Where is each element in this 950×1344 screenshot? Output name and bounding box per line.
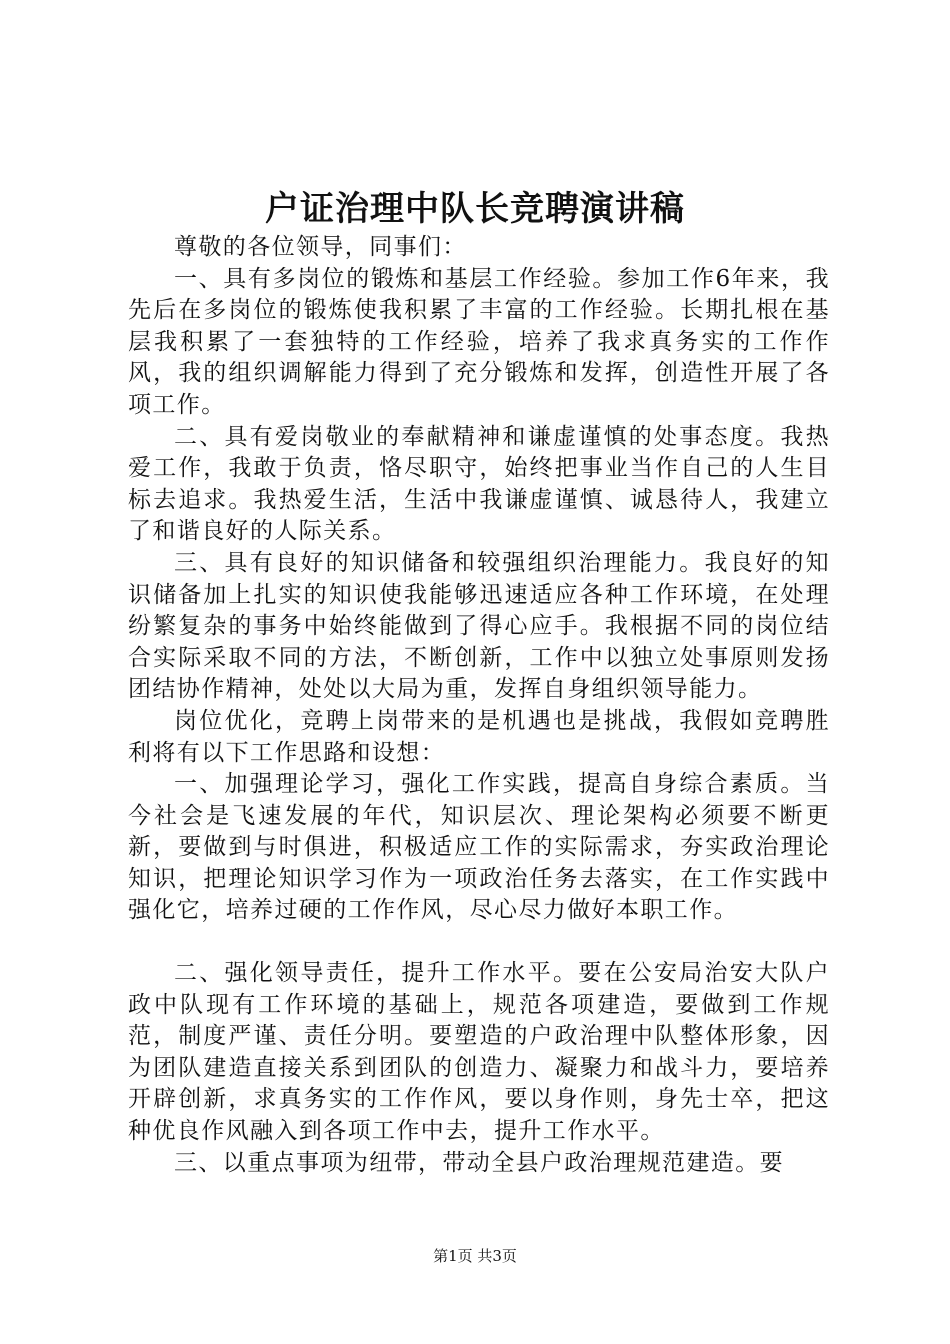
body-paragraph: 三、以重点事项为纽带，带动全县户政治理规范建造。要 xyxy=(174,1149,784,1176)
body-paragraph: 二、强化领导责任，提升工作水平。要在公安局治安大队户政中队现有工作环境的基础上，规范各项建造，要做到工作规范，制度严谨、责任分明。要塑造的户政治理中队整体形象，因为团队建造直接关系到团队的创造力、凝聚力和战斗力，要培养开辟创新，求真务实的工作作风，要以身作则，身先士卒，把这种优良作风融入到各项工作中去，提升工作水平。 xyxy=(128,960,830,1145)
body-paragraph: 一、具有多岗位的锻炼和基层工作经验。参加工作6年来，我先后在多岗位的锻炼使我积累了丰富的工作经验。长期扎根在基层我积累了一套独特的工作经验，培养了我求真务实的工作作风，我的组织调解能力得到了充分锻炼和发挥，创造性开展了各项工作。 xyxy=(128,265,830,418)
page-number-footer: 第1页 共3页 xyxy=(433,1247,517,1265)
document-body xyxy=(128,232,830,1179)
body-paragraph: 二、具有爱岗敬业的奉献精神和谦虚谨慎的处事态度。我热爱工作，我敢于负责，恪尽职守，始终把事业当作自己的人生目标去追求。我热爱生活，生活中我谦虚谨慎、诚恳待人，我建立了和谐良好的人际关系。 xyxy=(128,423,830,545)
body-paragraph: 一、加强理论学习，强化工作实践，提高自身综合素质。当今社会是飞速发展的年代，知识层次、理论架构必须要不断更新，要做到与时俱进，积极适应工作的实际需求，夯实政治理论知识，把理论知识学习作为一项政治任务去落实，在工作实践中强化它，培养过硬的工作作风，尽心尽力做好本职工作。 xyxy=(128,771,830,924)
greeting-paragraph: 尊敬的各位领导，同事们： xyxy=(174,234,467,260)
document-title: 户证治理中队长竞聘演讲稿 xyxy=(265,189,685,229)
body-paragraph: 岗位优化，竞聘上岗带来的是机遇也是挑战，我假如竞聘胜利将有以下工作思路和设想： xyxy=(128,707,830,766)
body-paragraph: 三、具有良好的知识储备和较强组织治理能力。我良好的知识储备加上扎实的知识使我能够迅速适应各种工作环境，在处理纷繁复杂的事务中始终能做到了得心应手。我根据不同的岗位结合实际采取不同的方法，不断创新，工作中以独立处事原则发扬团结协作精神，处处以大局为重，发挥自身组织领导能力。 xyxy=(128,549,830,703)
